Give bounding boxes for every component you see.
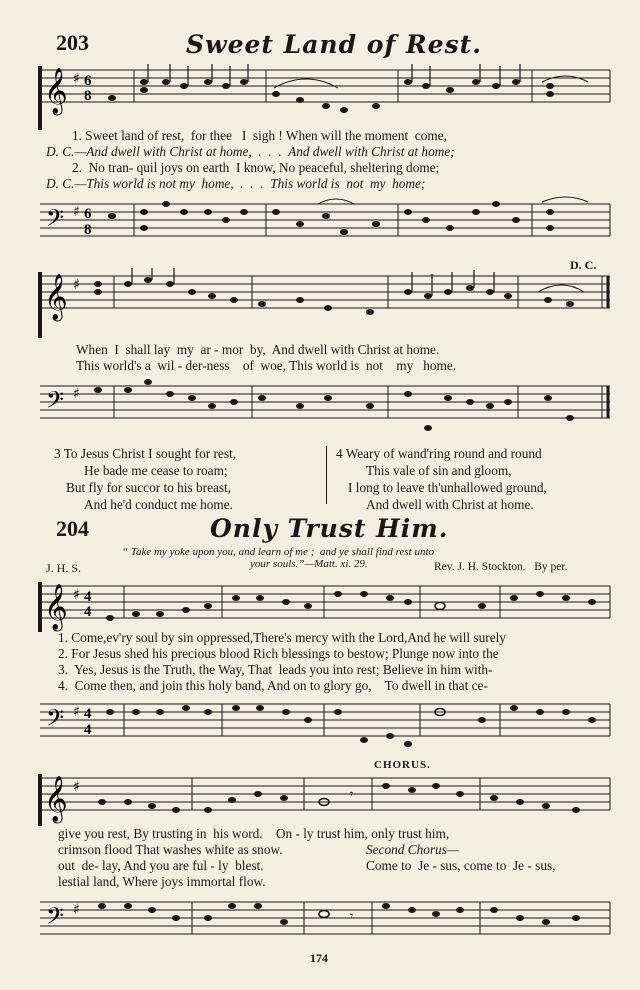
hymn-204-bass-staff [36,696,614,752]
hymn-203-verse-3 [54,445,236,513]
hymn-204-number: 204 [56,516,89,541]
hymn-204-epigraph-2: your souls.”—Matt. xi. 29. [250,558,368,570]
svg-text:♯: ♯ [73,704,80,720]
svg-text:𝄞: 𝄞 [44,584,68,630]
hymn-203-dc-mark: D. C. [570,258,597,272]
svg-text:♯: ♯ [73,587,80,603]
hymn-203-number: 203 [56,30,89,55]
hymn-203-system-1 [36,60,614,130]
chorus-label: CHORUS. [374,759,431,771]
svg-text:♯: ♯ [73,71,80,87]
hymn-204-lyric-1-1: 1. Come,ev'ry soul by sin oppressed,There's mercy with the Lord,And he will surely [58,630,506,645]
svg-text:𝄢: 𝄢 [46,902,65,935]
verse-line: But fly for succor to his breast, [66,480,232,495]
svg-text:♯: ♯ [73,386,80,402]
hymn-203-lyric-2-2: This world's a wil - der-ness of woe, This world is not my home. [76,358,457,373]
svg-text:4: 4 [84,604,92,620]
svg-text:♯: ♯ [73,277,80,293]
hymn-204-second-chorus-label: Second Chorus— [366,842,459,857]
hymn-204-bass-staff-2 [36,894,614,954]
svg-text:𝄞: 𝄞 [44,68,68,114]
hymn-204-composer-right: Rev. J. H. Stockton. By per. [434,561,568,573]
svg-text:4: 4 [84,589,92,605]
hymn-203-bass-staff [36,196,614,252]
svg-text:𝄞: 𝄞 [44,776,68,822]
verse-line: I long to leave th'unhallowed ground, [348,480,547,495]
svg-text:4: 4 [84,722,92,738]
verse-divider [326,446,327,504]
hymn-204-title: Only Trust Him. [210,514,449,543]
hymn-204-lyric-2-3: out de- lay, And you are ful - ly blest. [58,858,264,873]
hymn-203-bass-staff-2 [36,378,614,438]
hymn-204-system-1 [36,576,614,632]
hymn-204-composer-left: J. H. S. [46,561,82,575]
hymn-203-title: Sweet Land of Rest. [186,30,482,59]
hymn-203-bass-2 [36,378,614,438]
verse-line: 3 To Jesus Christ I sought for rest, [54,446,237,461]
hymn-203-lyric-2-1: When I shall lay my ar - mor by, And dwell with Christ at home. [76,342,440,357]
hymn-203-bass-1 [36,196,614,252]
hymn-203-verse-4 [336,445,547,513]
svg-text:♯: ♯ [73,779,80,795]
hymn-204-lyric-1-4: 4. Come then, and join this holy band, And on to glory go, To dwell in that ce- [58,678,488,693]
hymn-204-epigraph-1: “ Take my yoke upon you, and learn of me ; and ye shall find rest unto [122,546,435,558]
verse-line: And he'd conduct me home. [84,497,233,512]
verse-line: 4 Weary of wand'ring round and round [336,446,542,461]
hymn-204-bass-1 [36,696,614,752]
svg-text:𝄞: 𝄞 [44,274,68,320]
hymn-203-lyric-1-2: D. C.—And dwell with Christ at home, . . . And dwell with Christ at home; [46,144,455,159]
hymn-203-treble-staff [36,60,614,130]
svg-text:♯: ♯ [73,902,80,918]
svg-text:6: 6 [84,73,92,89]
hymn-204-lyric-1-2: 2. For Jesus shed his precious blood Rich blessings to bestow; Plunge now into the [58,646,499,661]
hymn-203-treble-staff-2 [36,268,614,338]
hymn-204-bass-2 [36,894,614,954]
verse-line: This vale of sin and gloom, [366,463,512,478]
svg-text:4: 4 [84,706,92,722]
svg-text:𝄢: 𝄢 [46,704,65,737]
hymn-204-lyric-2-2: crimson flood That washes white as snow. [58,842,283,857]
hymn-204-second-chorus-text: Come to Je - sus, come to Je - sus, [366,858,556,873]
hymn-204-lyric-2-4: lestial land, Where joys immortal flow. [58,874,266,889]
hymn-204-system-2 [36,770,614,826]
hymn-204-lyric-1-3: 3. Yes, Jesus is the Truth, the Way, That leads you into rest; Believe in him with- [58,662,493,677]
hymn-204-treble-staff-2 [36,770,614,826]
svg-text:8: 8 [84,222,92,238]
hymn-204-lyric-2-1: give you rest, By trusting in his word. On - ly trust him, only trust him, [58,826,450,841]
svg-text:♯: ♯ [73,204,80,220]
svg-text:6: 6 [84,206,92,222]
hymn-203-lyric-1-1: 1. Sweet land of rest, for thee I sigh ! When will the moment come, [72,128,447,143]
hymn-203-lyric-1-4: D. C.—This world is not my home, . . . This world is not my home; [46,176,426,191]
hymn-203-system-2 [36,268,614,338]
svg-text:𝄾: 𝄾 [350,909,354,923]
verse-line: And dwell with Christ at home. [366,497,534,512]
svg-text:𝄢: 𝄢 [46,386,65,419]
svg-text:𝄢: 𝄢 [46,204,65,237]
verse-line: He bade me cease to roam; [84,463,228,478]
page-number: 174 [310,951,328,965]
hymn-204-treble-staff [36,576,614,632]
hymn-203-lyric-1-3: 2. No tran- quil joys on earth I know, No peaceful, sheltering dome; [72,160,440,175]
svg-text:8: 8 [84,88,92,104]
svg-text:𝄾: 𝄾 [350,787,354,801]
